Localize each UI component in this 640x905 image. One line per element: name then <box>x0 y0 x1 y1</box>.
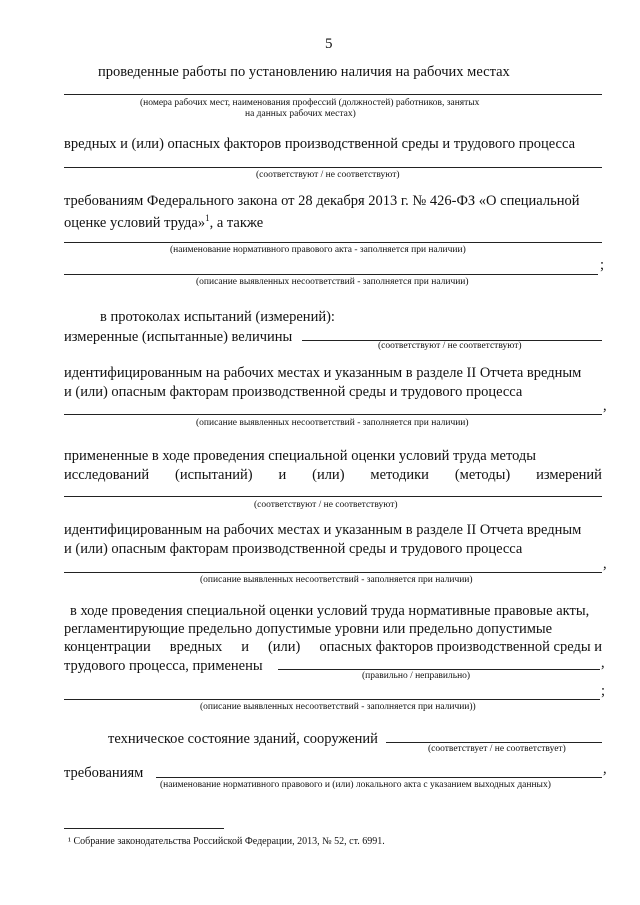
measured-text: измеренные (испытанные) величины <box>64 329 293 345</box>
tech-state-line <box>386 742 602 743</box>
identified-2a: идентифицированным на рабочих местах и указанным в разделе II Отчета вредным <box>64 522 582 538</box>
npa-text-3: концентрации вредных и (или) опасных факторов производственной среды и <box>64 639 602 655</box>
nonconf-line-1 <box>64 274 598 275</box>
npa-text-2: регламентирующие предельно допустимые уровни или предельно допустимые <box>64 621 553 637</box>
workplaces-caption-1: (номера рабочих мест, наименования профессий (должностей) работников, занятых <box>140 98 480 108</box>
complies-caption-1: (соответствуют / не соответствуют) <box>256 170 400 180</box>
requirements-text: требованиям <box>64 765 144 781</box>
identified-1a: идентифицированным на рабочих местах и указанным в разделе II Отчета вредным <box>64 365 582 381</box>
footnote-separator <box>64 828 224 829</box>
nonconf-line-4 <box>64 699 600 700</box>
law-line-1: требованиям Федерального закона от 28 декабря 2013 г. № 426-ФЗ «О специальной <box>64 193 580 209</box>
nonconf-caption-3: (описание выявленных несоответствий - заполняется при наличии) <box>200 575 473 585</box>
comma-3: , <box>601 655 605 671</box>
applied-line-1: примененные в ходе проведения специальной оценки условий труда методы <box>64 448 537 464</box>
applied-line-2: исследований (испытаний) и (или) методики (методы) измерений <box>64 467 602 483</box>
complies-line-1 <box>64 167 602 168</box>
npa-text-1: в ходе проведения специальной оценки условий труда нормативные правовые акты, <box>70 603 590 619</box>
nonconf-line-3 <box>64 572 602 573</box>
workplaces-caption-2: на данных рабочих местах) <box>245 109 356 119</box>
harmful-factors-text: вредных и (или) опасных факторов производственной среды и трудового процесса <box>64 136 576 152</box>
law-line-2: оценке условий труда»$^1$, а также <box>64 213 264 231</box>
tech-state-text: техническое состояние зданий, сооружений <box>108 731 378 747</box>
npa-text-4: трудового процесса, применены <box>64 658 263 674</box>
workplaces-line <box>64 94 602 95</box>
complies-caption-3: (соответствуют / не соответствуют) <box>254 500 398 510</box>
identified-1b: и (или) опасным факторам производственной среды и трудового процесса <box>64 384 523 400</box>
complies-line-3 <box>64 496 602 497</box>
nonconf-caption-2: (описание выявленных несоответствий - заполняется при наличии) <box>196 418 469 428</box>
semicolon-2: ; <box>601 683 606 699</box>
footnote: ¹ Собрание законодательства Российской Федерации, 2013, № 52, ст. 6991. <box>68 836 385 847</box>
npa-caption: (наименование нормативного правового акта - заполняется при наличии) <box>170 245 466 255</box>
requirements-line <box>156 777 602 778</box>
page-number: 5 <box>325 36 333 52</box>
semicolon-1: ; <box>600 257 605 273</box>
comma-1: , <box>603 398 607 414</box>
protocols-text: в протоколах испытаний (измерений): <box>100 309 335 325</box>
nonconf-line-2 <box>64 414 602 415</box>
complies-caption-4: (соответствует / не соответствует) <box>428 744 566 754</box>
identified-2b: и (или) опасным факторам производственной среды и трудового процесса <box>64 541 523 557</box>
intro-text: проведенные работы по установлению наличия на рабочих местах <box>98 64 510 80</box>
nonconf-caption-1: (описание выявленных несоответствий - заполняется при наличии) <box>196 277 469 287</box>
comma-4: , <box>603 761 607 777</box>
local-act-caption: (наименование нормативного правового и (или) локального акта с указанием выходных данных) <box>160 780 551 790</box>
nonconf-caption-4: (описание выявленных несоответствий - заполняется при наличии)) <box>200 702 476 712</box>
comma-2: , <box>603 556 607 572</box>
correct-line <box>278 669 600 670</box>
correct-caption: (правильно / неправильно) <box>362 671 471 681</box>
npa-line <box>64 242 602 243</box>
complies-caption-2: (соответствуют / не соответствуют) <box>378 341 522 351</box>
